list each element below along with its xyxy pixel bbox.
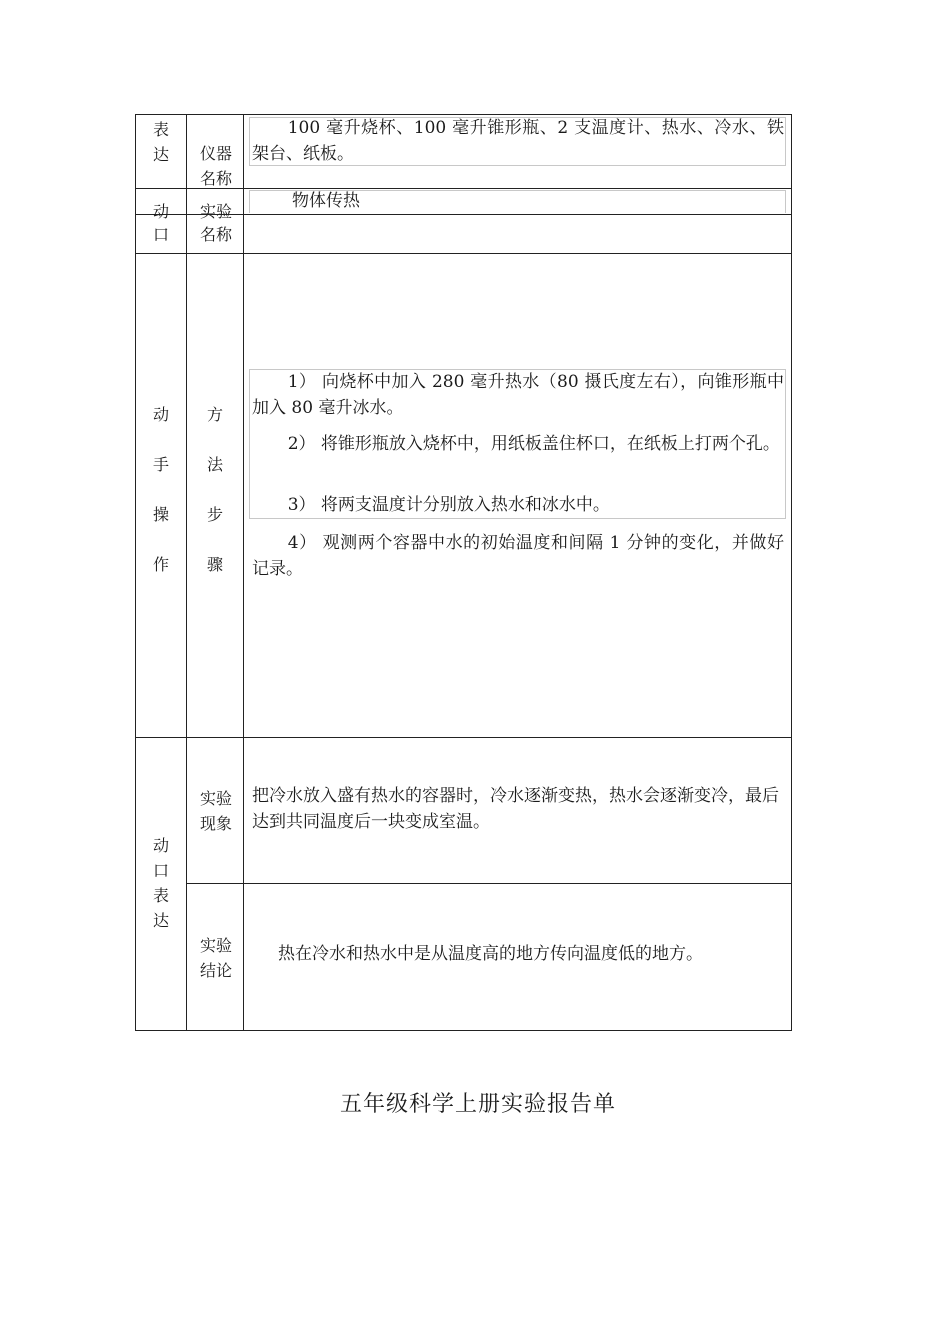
table-border-bottom — [135, 1030, 792, 1031]
row3-left-char-1: 动 — [152, 405, 169, 424]
row4-left-char-3: 表 — [152, 886, 169, 905]
row-divider-5 — [186, 883, 792, 884]
equipment-content: 100 毫升烧杯、100 毫升锥形瓶、2 支温度计、热水、冷水、铁架台、纸板。 — [252, 118, 784, 164]
conclusion-label: 实验 结论 — [199, 936, 232, 980]
phenomenon-label: 实验 现象 — [199, 789, 232, 833]
table-border-left — [135, 114, 136, 1031]
row1-left-char-1: 表 — [152, 120, 169, 139]
row2-left-label-top: 动 — [152, 202, 169, 221]
method-steps-label — [203, 390, 227, 590]
row1-left-char-2: 达 — [152, 145, 169, 164]
row4-left-label — [149, 833, 173, 933]
row-divider-4 — [135, 737, 792, 738]
table-divider-col2 — [243, 114, 244, 1031]
step-2: 2） 将锥形瓶放入烧杯中，用纸板盖住杯口，在纸板上打两个孔。 — [287, 434, 780, 454]
table-divider-col1 — [186, 114, 187, 1031]
method-char-2: 法 — [206, 455, 223, 474]
step-3: 3） 将两支温度计分别放入热水和冰水中。 — [287, 495, 610, 515]
row3-left-char-2: 手 — [152, 455, 169, 474]
row2-left-label-bottom: 口 — [152, 225, 169, 244]
page-title: 五年级科学上册实验报告单 — [340, 1092, 617, 1117]
phenomenon-content: 把冷水放入盛有热水的容器时，冷水逐渐变热，热水会逐渐变冷，最后达到共同温度后一块变成室温。 — [252, 786, 779, 832]
experiment-name-content: 物体传热 — [292, 191, 360, 211]
table-border-right — [791, 114, 792, 1031]
experiment-name-label-top: 实验 — [199, 202, 232, 221]
equipment-label: 仪器 名称 — [199, 144, 232, 188]
row3-left-char-4: 作 — [152, 555, 169, 574]
row3-left-label — [149, 390, 173, 590]
row4-left-char-2: 口 — [152, 861, 169, 880]
method-char-3: 步 — [206, 505, 223, 524]
row4-left-char-4: 达 — [152, 911, 169, 930]
method-char-1: 方 — [206, 405, 223, 424]
conclusion-content: 热在冷水和热水中是从温度高的地方传向温度低的地方。 — [278, 944, 703, 964]
experiment-name-label-bottom: 名称 — [199, 225, 232, 244]
row1-left-label — [149, 117, 173, 167]
step-1: 1） 向烧杯中加入 280 毫升热水（80 摄氏度左右），向锥形瓶中加入 80 毫升冰水。 — [252, 372, 784, 418]
step-4: 4） 观测两个容器中水的初始温度和间隔 1 分钟的变化，并做好记录。 — [252, 533, 784, 579]
method-char-4: 骤 — [206, 555, 223, 574]
row3-left-char-3: 操 — [152, 505, 169, 524]
row-divider-3 — [135, 253, 792, 254]
row4-left-char-1: 动 — [152, 836, 169, 855]
